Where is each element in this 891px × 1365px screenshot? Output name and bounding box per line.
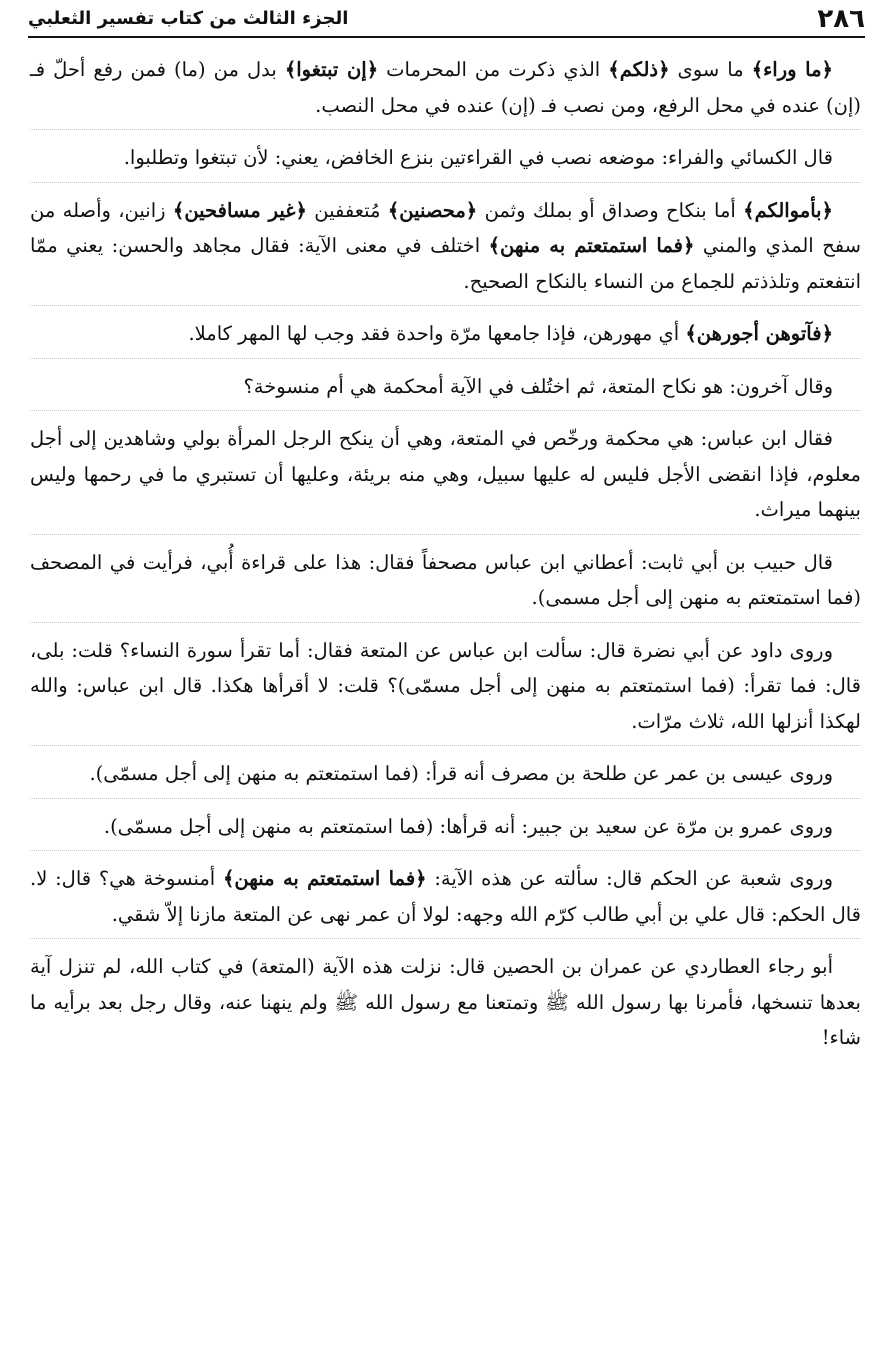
text-run: ما سوى: [669, 58, 752, 81]
text-run: أبو رجاء العطاردي عن عمران بن الحصين قال: نزلت هذه الآية (المتعة) في كتاب الله، لم تنزل آية بعدها تنسخها، فأمرنا بها رسول الله ﷺ وتمتعنا مع رسول الله ﷺ ولم ينهنا عنه، وقال رجل بعد برأيه ما شاء!: [30, 955, 861, 1049]
text-run: .: [103, 814, 111, 838]
paragraph: [30, 633, 861, 747]
text-run: أمنسوخة هي؟ قال: لا. قال الحكم: قال علي بن أبي طالب كرّم الله وجهه: لولا أن عمر نهى عن المتعة مازنا إلاّ شقي.: [30, 867, 861, 926]
quran-quote: ﴿فما استمتعتم به منهن﴾: [488, 234, 695, 257]
text-run: (فما استمتعتم به منهن إلى أجل مسمّى): [397, 674, 735, 697]
text-run: ؟ قلت: لا أقرأها هكذا. قال ابن عباس: والله لهكذا أنزلها الله، ثلاث مرّات.: [30, 674, 861, 733]
text-run: قال حبيب بن أبي ثابت: أعطاني ابن عباس مصحفاً فقال: هذا على قراءة أُبي، فرأيت في المصحف: [30, 550, 833, 574]
text-run: وروى عمرو بن مرّة عن سعيد بن جبير: أنه قرأها:: [433, 814, 833, 838]
quran-quote: ﴿فآتوهن أجورهن﴾: [685, 322, 833, 345]
text-run: وقال آخرون: هو نكاح المتعة، ثم اختُلف في الآية أمحكمة هي أم منسوخة؟: [243, 374, 833, 398]
paragraph: [30, 140, 861, 183]
paragraph: [30, 756, 861, 799]
paragraph: [30, 809, 861, 852]
quran-quote: ﴿إن تبتغوا﴾: [284, 58, 379, 81]
text-run: الذي ذكرت من المحرمات: [378, 58, 609, 81]
text-run: قال الكسائي والفراء: موضعه نصب في القراءتين بنزع الخافض، يعني: لأن تبتغوا وتطلبوا.: [123, 146, 833, 169]
quran-quote: ﴿فما استمتعتم به منهن﴾: [223, 867, 427, 890]
paragraph: [30, 545, 861, 623]
paragraph: [30, 949, 861, 1062]
quran-quote: ﴿بأموالكم﴾: [743, 198, 833, 222]
text-run: فقال ابن عباس: هي محكمة ورخّص في المتعة، وهي أن ينكح الرجل المرأة بولي وشاهدين إلى أجل معلوم، فإذا انقضى الأجل فليس له عليها سبيل، وهي منه بريئة، وعليها أن تستبري ما في رحمها وليس بينهما ميراث.: [30, 427, 861, 521]
page-header: [28, 2, 865, 38]
text-run: .: [531, 586, 538, 609]
text-run: (فما استمتعتم به منهن إلى أجل مسمّى): [95, 762, 419, 785]
text-run: وروى شعبة عن الحكم قال: سألته عن هذه الآية:: [426, 867, 833, 890]
text-run: بدل من (ما) فمن رفع أحلّ فـ (إن) عنده في محل الرفع، ومن نصب فـ (إن) عنده في محل النصب.: [30, 58, 861, 117]
text-run: أما بنكاح وصداق أو بملك وثمن: [477, 198, 744, 222]
page-number: ٢٨٦: [817, 4, 865, 34]
text-run: (فما استمتعتم به منهن إلى أجل مسمّى): [110, 814, 434, 838]
text-run: مُتعففين: [306, 198, 388, 222]
text-run: (فما استمتعتم به منهن إلى أجل مسمى): [537, 586, 861, 609]
paragraph: [30, 369, 861, 412]
text-run: .: [89, 762, 96, 785]
text-run: زانين، وأصله من سفح المذي والمني: [30, 198, 861, 257]
quran-quote: ﴿ما وراء﴾: [751, 58, 833, 81]
running-title: الجزء الثالث من كتاب تفسير الثعلبي: [28, 8, 349, 29]
page-body: [30, 52, 861, 1072]
text-run: اختلف في معنى الآية: فقال مجاهد والحسن: يعني ممّا انتفعتم وتلذذتم للجماع من النساء بالنكاح الصحيح.: [30, 234, 861, 293]
text-run: أي مهورهن، فإذا جامعها مرّة واحدة فقد وجب لها المهر كاملا.: [188, 322, 686, 345]
text-run: وروى داود عن أبي نضرة قال: سألت ابن عباس عن المتعة فقال: أما تقرأ سورة النساء؟ قلت: بلى، قال: فما تقرأ:: [30, 638, 861, 697]
quran-quote: ﴿ذلكم﴾: [608, 58, 670, 81]
paragraph: [30, 316, 861, 359]
quran-quote: ﴿غير مسافحين﴾: [172, 198, 307, 222]
paragraph: [30, 193, 861, 307]
text-run: وروى عيسى بن عمر عن طلحة بن مصرف أنه قرأ:: [418, 762, 833, 785]
paragraph: [30, 421, 861, 535]
paragraph: [30, 52, 861, 130]
quran-quote: ﴿محصنين﴾: [387, 198, 478, 222]
paragraph: [30, 861, 861, 939]
